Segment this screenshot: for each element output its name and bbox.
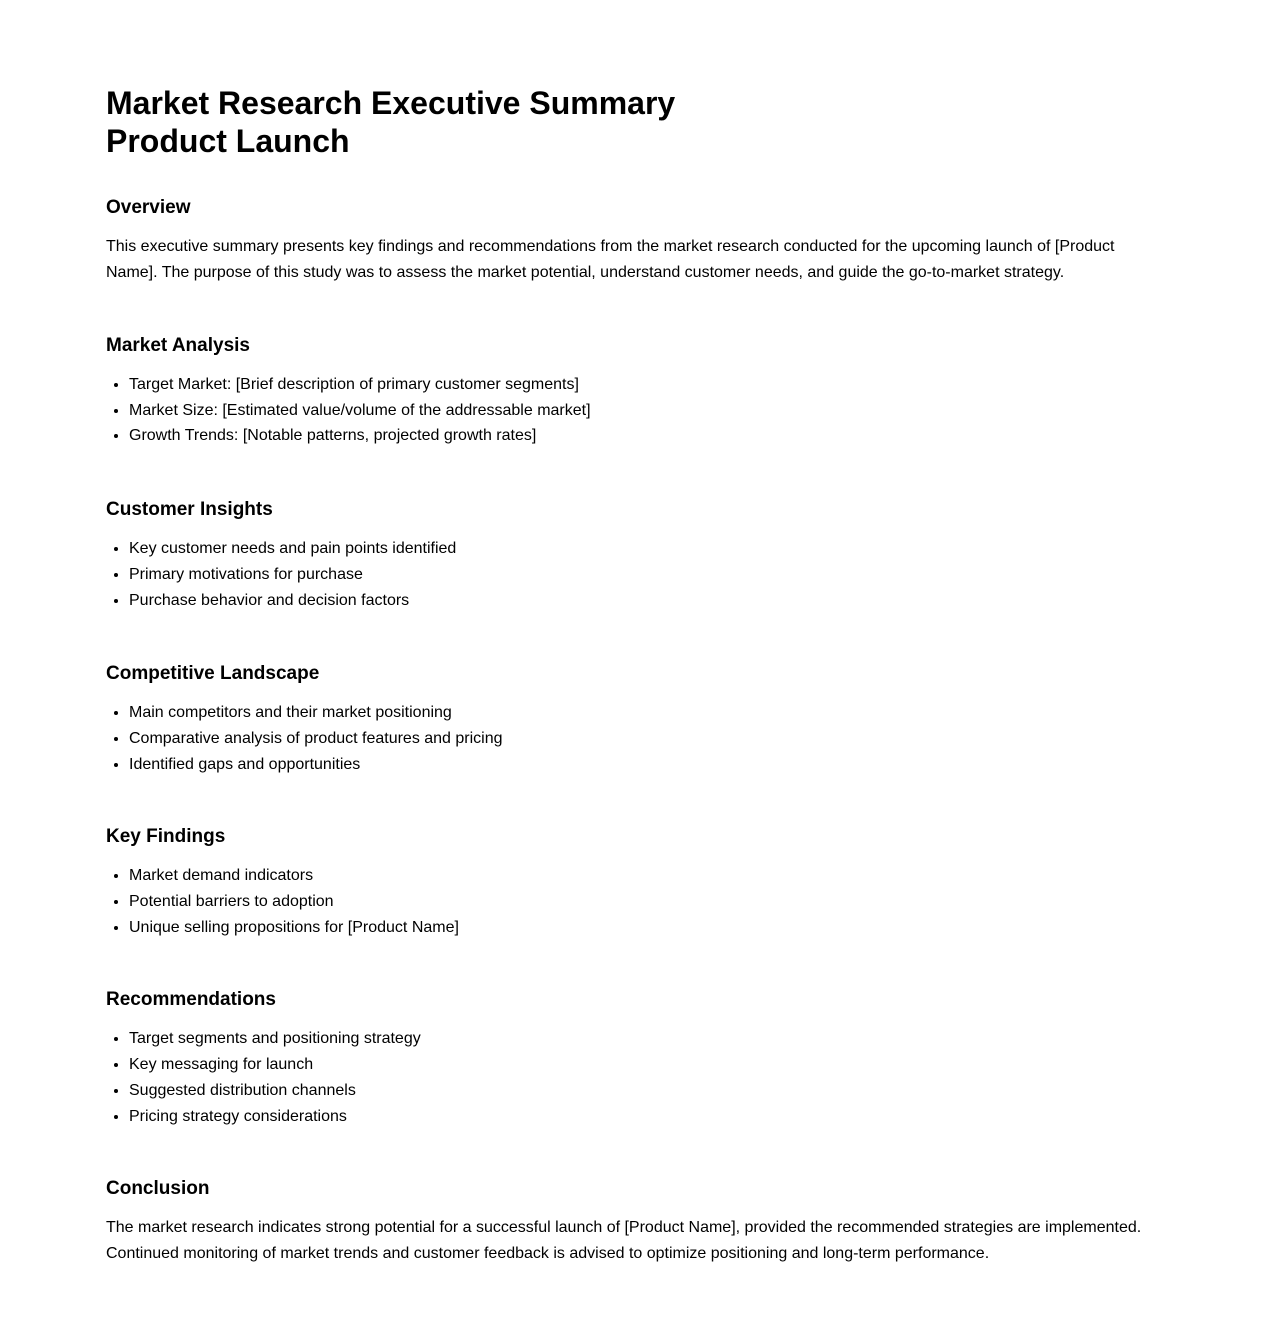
overview-heading: Overview — [106, 197, 191, 218]
market-analysis-heading: Market Analysis — [106, 335, 250, 356]
list-item: • Comparative analysis of product features and pricing — [129, 726, 1146, 752]
conclusion-paragraph: The market research indicates strong potential for a successful launch of [Product Name], provided the recommended strategies are implemented. Continued monitoring of market trends and customer feedback is advised to optimize positioning and long-term performance. — [106, 1219, 1142, 1262]
title-line-2: Product Launch — [106, 123, 350, 159]
overview-paragraph: This executive summary presents key findings and recommendations from the market research conducted for the upcoming launch of [Product Name]. The purpose of this study was to assess the market potential, understand customer needs, and guide the go-to-market strategy. — [106, 238, 1115, 281]
list-item: • Target segments and positioning strategy — [129, 1026, 1146, 1052]
recommendations-section — [106, 988, 1146, 1129]
list-item: • Market demand indicators — [129, 863, 1146, 889]
list-item: • Purchase behavior and decision factors — [129, 588, 1146, 614]
overview-section — [106, 196, 1146, 285]
list-item: • Identified gaps and opportunities — [129, 752, 1146, 778]
conclusion-heading: Conclusion — [106, 1178, 210, 1200]
key-findings-heading: Key Findings — [106, 826, 226, 848]
market-analysis-section — [106, 334, 1146, 449]
list-item: • Primary motivations for purchase — [129, 562, 1146, 588]
list-item: • Unique selling propositions for [Product Name] — [129, 915, 1146, 941]
customer-insights-list — [106, 536, 1146, 613]
list-item: • Key messaging for launch — [129, 1052, 1146, 1078]
list-item: • Potential barriers to adoption — [129, 889, 1146, 915]
list-item: • Suggested distribution channels — [129, 1078, 1146, 1104]
list-item: • Growth Trends: [Notable patterns, projected growth rates] — [129, 423, 1146, 449]
competitive-landscape-heading: Competitive Landscape — [106, 663, 320, 685]
customer-insights-section — [106, 498, 1146, 613]
list-item: • Target Market: [Brief description of primary customer segments] — [129, 372, 1146, 398]
customer-insights-heading: Customer Insights — [106, 499, 273, 521]
recommendations-list — [106, 1026, 1146, 1129]
recommendations-heading: Recommendations — [106, 989, 276, 1011]
competitive-landscape-list — [106, 700, 1146, 777]
key-findings-section — [106, 825, 1146, 940]
key-findings-list — [106, 863, 1146, 940]
list-item: • Key customer needs and pain points identified — [129, 536, 1146, 562]
title-line-1: Market Research Executive Summary — [106, 85, 676, 121]
list-item: • Main competitors and their market positioning — [129, 700, 1146, 726]
list-item: • Market Size: [Estimated value/volume of the addressable market] — [129, 398, 1146, 424]
conclusion-section — [106, 1177, 1146, 1266]
market-analysis-list — [106, 372, 1146, 449]
list-item: • Pricing strategy considerations — [129, 1104, 1146, 1130]
competitive-landscape-section — [106, 662, 1146, 777]
document-title — [106, 84, 1146, 160]
